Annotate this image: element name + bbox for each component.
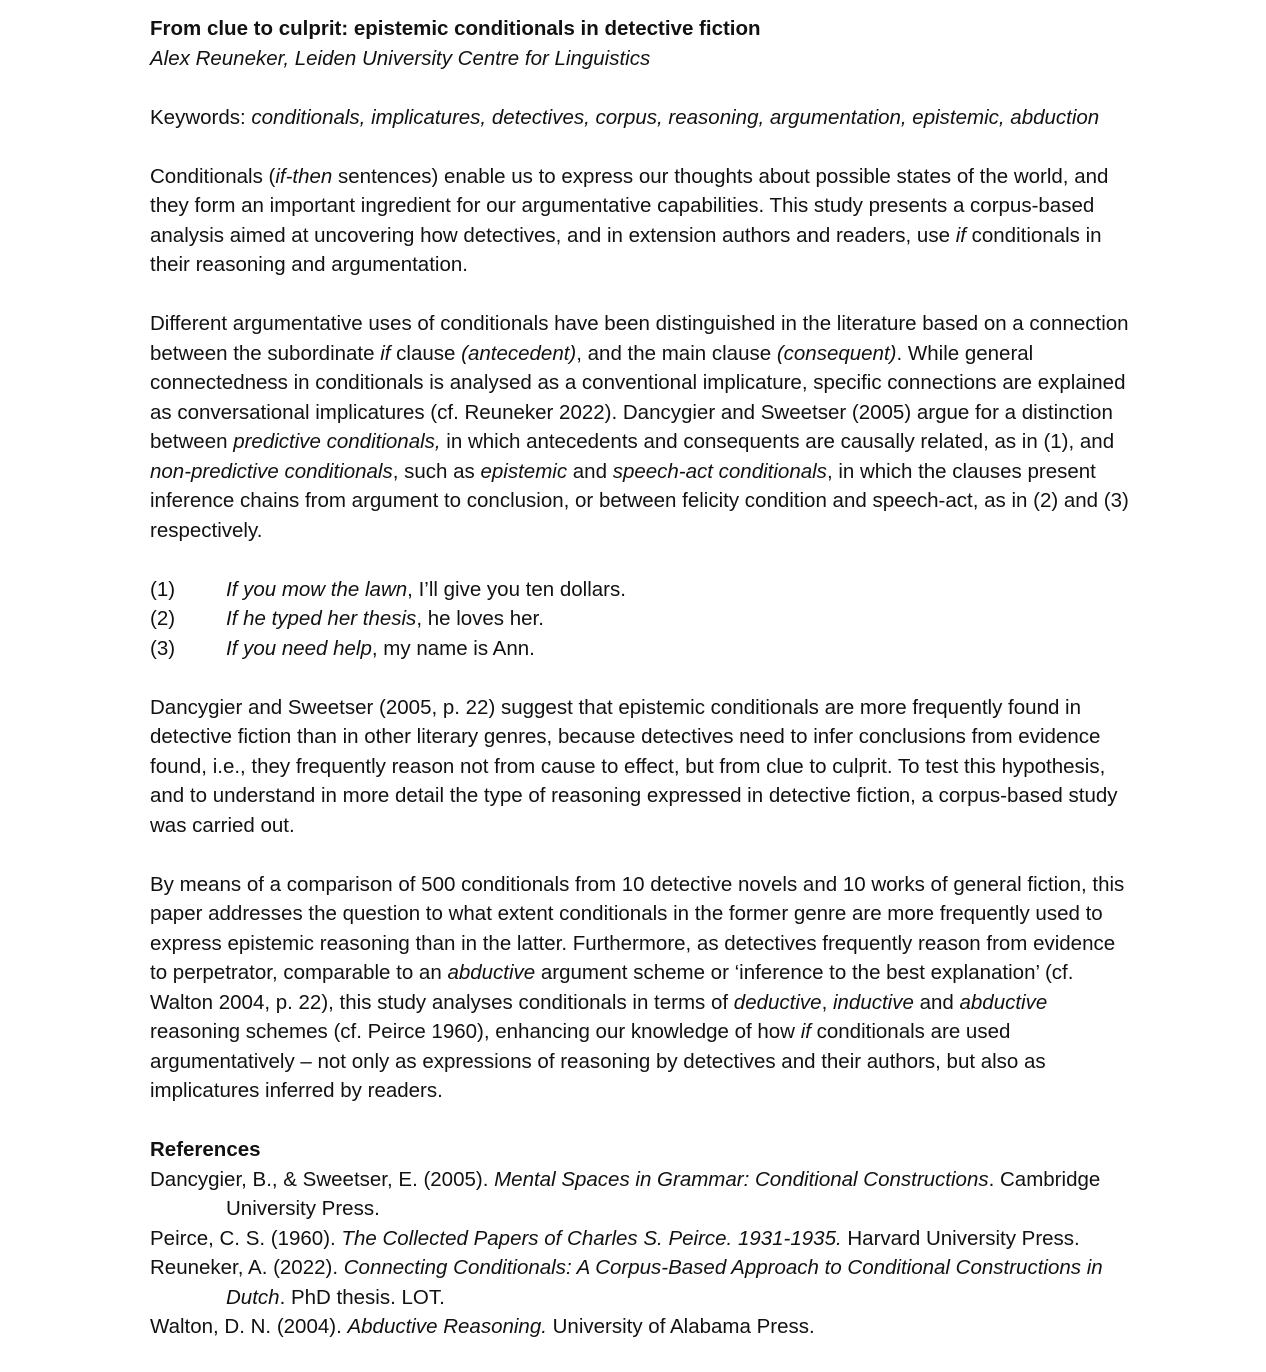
paragraph-method: By means of a comparison of 500 conditionals from 10 detective novels and 10 works of general fiction, this paper addresses the question to what extent conditionals in the former genre are more frequently used to express epistemic reasoning than in the latter. Furthermore, as detectives frequently reason from evidence to perpetrator, comparable to an abductive argument scheme or ‘inference to the best explanation’ (cf. Walton 2004, p. 22), this study analyses conditionals in terms of deductive, inductive and abductive reasoning schemes (cf. Peirce 1960), enhancing our knowledge of how if conditionals are used argumentatively – not only as expressions of reasoning by detectives and their authors, but also as implicatures inferred by readers. xyxy=(150,872,1125,1102)
reference-item: Reuneker, A. (2022). Connecting Conditionals: A Corpus-Based Approach to Conditional Constructions in Dutch. PhD thesis. LOT. xyxy=(150,1256,1103,1309)
document-page xyxy=(150,14,1130,1342)
reference-item: Walton, D. N. (2004). Abductive Reasoning. University of Alabama Press. xyxy=(150,1315,815,1338)
author-line: Alex Reuneker, Leiden University Centre for Linguistics xyxy=(150,46,651,70)
references-heading: References xyxy=(150,1138,261,1161)
example-number: (1) xyxy=(150,577,176,601)
paper-title: From clue to culprit: epistemic conditionals in detective fiction xyxy=(150,17,761,40)
paragraph-background: Different argumentative uses of conditionals have been distinguished in the literature based on a connection between the subordinate if clause (antecedent), and the main clause (consequent). While general connectedness in conditionals is analysed as a conventional implicature, specific connections are explained as conversational implicatures (cf. Reuneker 2022). Dancygier and Sweetser (2005) argue for a distinction between predictive conditionals, in which antecedents and consequents are causally related, as in (1), and non-predictive conditionals, such as epistemic and speech-act conditionals, in which the clauses present inference chains from argument to conclusion, or between felicity condition and speech-act, as in (2) and (3) respectively. xyxy=(150,312,1129,542)
example-item xyxy=(150,575,1130,605)
keywords xyxy=(150,103,1130,133)
example-list xyxy=(150,575,1130,664)
spacer xyxy=(150,840,1130,870)
reference-item: Dancygier, B., & Sweetser, E. (2005). Mental Spaces in Grammar: Conditional Constructions. Cambridge University Press. xyxy=(150,1167,1101,1220)
example-item xyxy=(150,634,1130,664)
paragraph-hypothesis: Dancygier and Sweetser (2005, p. 22) suggest that epistemic conditionals are more frequently found in detective fiction than in other literary genres, because detectives need to infer conclusions from evidence found, i.e., they frequently reason not from cause to effect, but from clue to culprit. To test this hypothesis, and to understand in more detail the type of reasoning expressed in detective fiction, a corpus-based study was carried out. xyxy=(150,695,1118,837)
example-sentence: If you need help, my name is Ann. xyxy=(226,636,535,660)
example-item xyxy=(150,604,1130,634)
spacer xyxy=(150,73,1130,103)
keywords-label: Keywords: xyxy=(150,105,252,129)
spacer xyxy=(150,545,1130,575)
example-sentence: If he typed her thesis, he loves her. xyxy=(226,607,544,630)
example-sentence: If you mow the lawn, I’ll give you ten dollars. xyxy=(226,577,626,601)
spacer xyxy=(150,1106,1130,1136)
example-number: (2) xyxy=(150,607,176,630)
spacer xyxy=(150,132,1130,162)
keywords-terms: conditionals, implicatures, detectives, corpus, reasoning, argumentation, epistemic, abduction xyxy=(251,105,1100,129)
spacer xyxy=(150,663,1130,693)
spacer xyxy=(150,280,1130,310)
paragraph-intro: Conditionals (if-then sentences) enable us to express our thoughts about possible states of the world, and they form an important ingredient for our argumentative capabilities. This study presents a corpus-based analysis aimed at uncovering how detectives, and in extension authors and readers, use if conditionals in their reasoning and argumentation. xyxy=(150,164,1109,276)
example-number: (3) xyxy=(150,636,176,660)
reference-item: Peirce, C. S. (1960). The Collected Papers of Charles S. Peirce. 1931-1935. Harvard University Press. xyxy=(150,1226,1080,1250)
